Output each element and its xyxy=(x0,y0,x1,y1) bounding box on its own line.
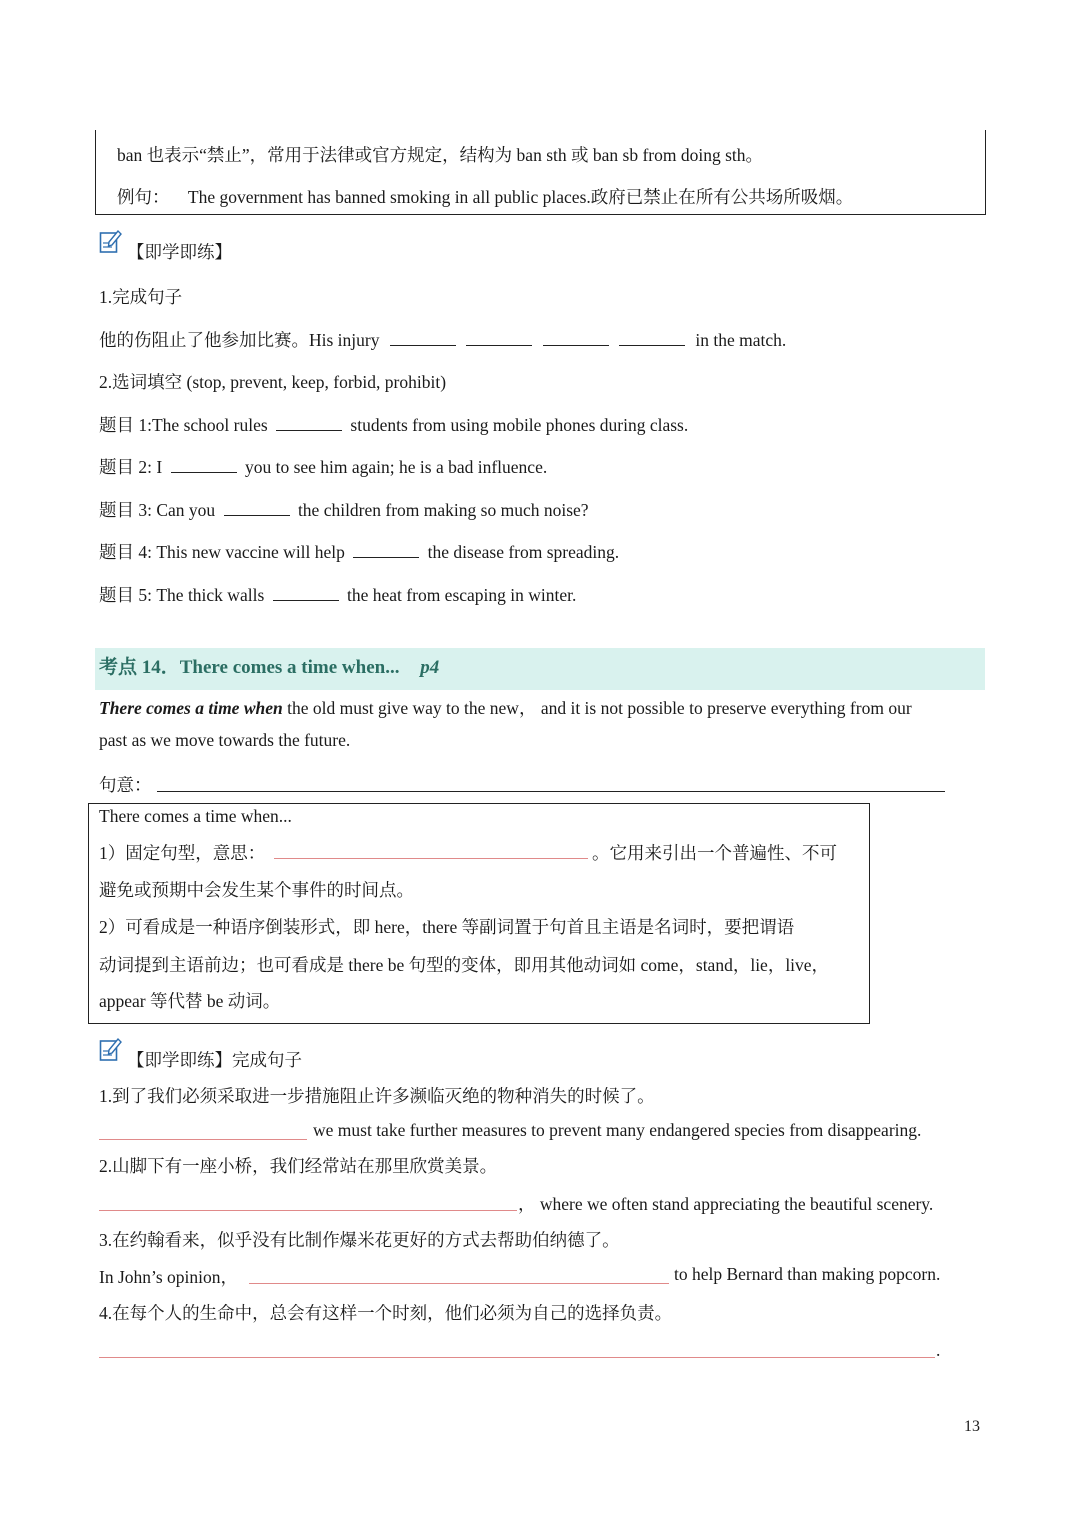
box-point2-line1: 2）可看成是一种语序倒装形式，即 here，there 等副词置于句首且主语是名词时，要把谓语 xyxy=(99,917,795,937)
practice2-q2-en: ， where we often stand appreciating the beautiful scenery. xyxy=(518,1194,934,1214)
answer-blank[interactable] xyxy=(224,498,290,516)
ban-example-label: 例句： xyxy=(117,187,170,207)
ban-example xyxy=(117,184,853,209)
exercise-item-4 xyxy=(99,539,619,564)
meaning-answer-line[interactable] xyxy=(157,790,945,792)
answer-blank[interactable] xyxy=(274,841,588,859)
item-suffix: you to see him again; he is a bad influence. xyxy=(244,457,548,477)
point1-prefix: 1）固定句型，意思： xyxy=(99,843,266,863)
item-prefix: 题目 4: This new vaccine will help xyxy=(99,542,345,562)
item-prefix: 题目 1:The school rules xyxy=(99,415,268,435)
practice2-q3-suffix: to help Bernard than making popcorn. xyxy=(674,1264,941,1284)
answer-blank[interactable] xyxy=(171,455,237,473)
item-prefix: 题目 3: Can you xyxy=(99,500,216,520)
section-heading xyxy=(99,652,439,679)
example-sentence-line2: past as we move towards the future. xyxy=(99,730,351,750)
item-prefix: 题目 2: I xyxy=(99,457,163,477)
answer-blank[interactable] xyxy=(619,328,685,346)
q1-answer-line[interactable] xyxy=(99,1138,307,1140)
box-title: There comes a time when... xyxy=(99,806,292,826)
answer-blank[interactable] xyxy=(466,328,532,346)
answer-blank[interactable] xyxy=(273,583,339,601)
practice1-q1 xyxy=(99,327,786,352)
example-rest: the old must give way to the new， and it is not possible to preserve everything from our xyxy=(282,698,912,718)
practice2-q3-prefix: In John’s opinion， xyxy=(99,1267,239,1287)
box-point2-line2: 动词提到主语前边；也可看成是 there be 句型的变体，即用其他动词如 come，stand，lie，live， xyxy=(99,955,830,975)
answer-blank[interactable] xyxy=(276,413,342,431)
box-point1 xyxy=(99,840,837,865)
section-page-ref: p4 xyxy=(420,657,440,678)
q2-answer-line[interactable] xyxy=(99,1209,517,1211)
item-suffix: students from using mobile phones during class. xyxy=(350,415,689,435)
practice1-title: 【即学即练】 xyxy=(127,242,232,262)
q3-answer-line[interactable] xyxy=(249,1282,669,1284)
ban-note-line1: ban 也表示“禁止”，常用于法律或官方规定，结构为 ban sth 或 ban sb from doing sth。 xyxy=(117,145,763,165)
item-suffix: the disease from spreading. xyxy=(427,542,620,562)
practice2-q4-cn: 4.在每个人的生命中，总会有这样一个时刻，他们必须为自己的选择负责。 xyxy=(99,1303,673,1323)
q1-prefix: 他的伤阻止了他参加比赛。His injury xyxy=(99,330,380,350)
box-point2-line3: appear 等代替 be 动词。 xyxy=(99,991,281,1011)
point1-suffix: 。它用来引出一个普遍性、不可 xyxy=(592,843,837,863)
q4-answer-line[interactable] xyxy=(99,1356,935,1358)
box-point1-line2: 避免或预期中会发生某个事件的时间点。 xyxy=(99,880,414,900)
page-number: 13 xyxy=(964,1418,980,1435)
example-lead: There comes a time when xyxy=(99,698,283,718)
practice2-q3-cn: 3.在约翰看来，似乎没有比制作爆米花更好的方式去帮助伯纳德了。 xyxy=(99,1230,620,1250)
exercise-item-5 xyxy=(99,582,576,607)
practice1-q1-title: 1.完成句子 xyxy=(99,287,183,307)
pencil-note-icon xyxy=(99,1036,123,1062)
meaning-label: 句意： xyxy=(99,775,152,795)
answer-blank[interactable] xyxy=(543,328,609,346)
item-prefix: 题目 5: The thick walls xyxy=(99,585,265,605)
example-sentence-line1 xyxy=(99,695,912,720)
item-suffix: the children from making so much noise? xyxy=(297,500,589,520)
q1-suffix: in the match. xyxy=(695,330,787,350)
practice1-q2-title: 2.选词填空 (stop, prevent, keep, forbid, prohibit) xyxy=(99,372,447,392)
practice2-q1-cn: 1.到了我们必须采取进一步措施阻止许多濒临灭绝的物种消失的时候了。 xyxy=(99,1086,655,1106)
answer-blank[interactable] xyxy=(353,540,419,558)
q4-period: . xyxy=(936,1340,941,1360)
item-suffix: the heat from escaping in winter. xyxy=(347,585,577,605)
practice2-q1-en: we must take further measures to prevent many endangered species from disappearing. xyxy=(313,1120,922,1140)
exercise-item-3 xyxy=(99,497,589,522)
answer-blank[interactable] xyxy=(390,328,456,346)
ban-example-text: The government has banned smoking in all public places.政府已禁止在所有公共场所吸烟。 xyxy=(187,187,854,207)
practice2-title: 【即学即练】完成句子 xyxy=(127,1050,302,1070)
practice2-q2-cn: 2.山脚下有一座小桥，我们经常站在那里欣赏美景。 xyxy=(99,1156,498,1176)
exercise-item-2 xyxy=(99,454,547,479)
pencil-note-icon xyxy=(99,228,123,254)
section-heading-title: 考点 14．There comes a time when... xyxy=(99,657,400,678)
exercise-item-1 xyxy=(99,412,688,437)
